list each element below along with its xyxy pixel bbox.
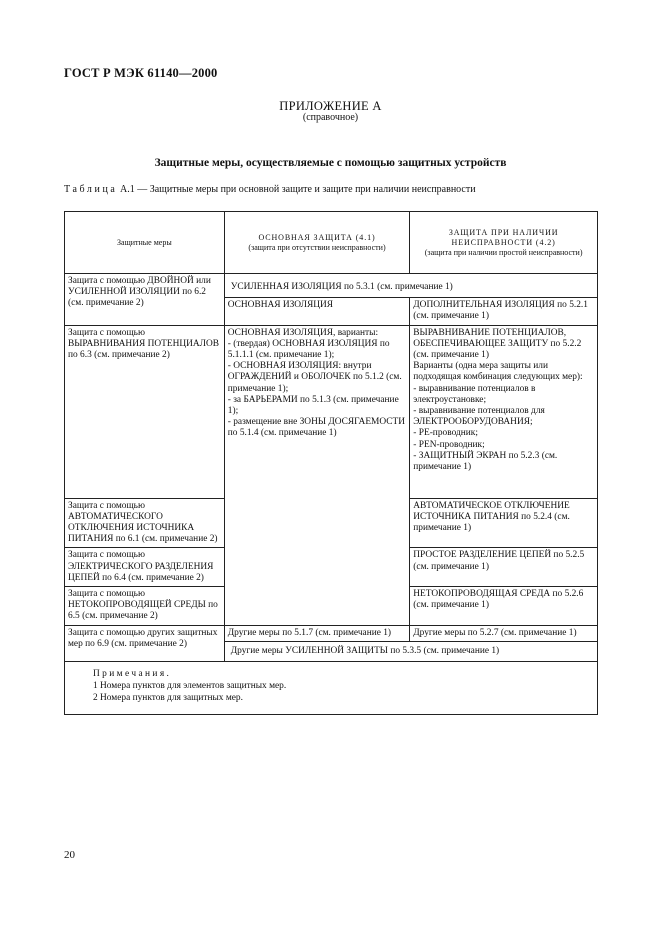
basic-line: - (твердая) ОСНОВНАЯ ИЗОЛЯЦИЯ по 5.1.1.1 (см. примечание 1); (227, 338, 390, 361)
fault-line: - PE-проводник; (413, 428, 478, 439)
table-caption-number: А.1 (119, 184, 135, 195)
table-header-row (65, 212, 598, 274)
header-fault-title: ЗАЩИТА ПРИ НАЛИЧИИ НЕИСПРАВНОСТИ (4.2) (448, 227, 559, 247)
fault-line: Варианты (одна мера защиты или подходящая комбинация следующих мер): (413, 361, 583, 383)
fault-line: - ЗАЩИТНЫЙ ЭКРАН по 5.2.3 (см. примечание 1) (413, 450, 558, 473)
basic-cell (224, 325, 410, 625)
measure-cell: Защита с помощью АВТОМАТИЧЕСКОГО ОТКЛЮЧЕНИЯ ИСТОЧНИКА ПИТАНИЯ по 6.1 (см. примечание 2) (65, 498, 225, 548)
measure-cell: Защита с помощью ДВОЙНОЙ или УСИЛЕННОЙ ИЗОЛЯЦИИ по 6.2 (см. примечание 2) (65, 274, 225, 326)
basic-line: - размещение вне ЗОНЫ ДОСЯГАЕМОСТИ по 5.1.4 (см. примечание 1) (227, 417, 406, 439)
appendix-title: ПРИЛОЖЕНИЕ А (279, 99, 382, 113)
section-title: Защитные меры, осуществляемые с помощью защитных устройств (154, 157, 507, 169)
fault-line: - выравнивание потенциалов в электроустановке; (413, 383, 536, 405)
fault-cell: ДОПОЛНИТЕЛЬНАЯ ИЗОЛЯЦИЯ по 5.2.1 (см. примечание 1) (410, 298, 598, 325)
document-header: ГОСТ Р МЭК 61140—2000 (64, 66, 218, 80)
fault-line: - выравнивание потенциалов для ЭЛЕКТРООБОРУДОВАНИЯ; (413, 406, 545, 428)
fault-line: ВЫРАВНИВАНИЕ ПОТЕНЦИАЛОВ, ОБЕСПЕЧИВАЮЩЕЕ ЗАЩИТУ по 5.2.2 (см. примечание 1) (413, 327, 582, 361)
notes-cell (65, 662, 598, 715)
fault-cell: АВТОМАТИЧЕСКОЕ ОТКЛЮЧЕНИЕ ИСТОЧНИКА ПИТАНИЯ по 5.2.4 (см. примечание 1) (410, 498, 598, 548)
table-row (65, 274, 598, 298)
header-basic-title: ОСНОВНАЯ ЗАЩИТА (4.1) (258, 232, 376, 242)
notes-title: Примечания. (93, 669, 172, 680)
fault-cell: Другие меры по 5.2.7 (см. примечание 1) (410, 625, 598, 641)
span-cell: Другие меры УСИЛЕННОЙ ЗАЩИТЫ по 5.3.5 (см. примечание 1) (224, 641, 597, 661)
table-caption-text: — Защитные меры при основной защите и защите при наличии неисправности (137, 184, 476, 195)
measure-cell: Защита с помощью ЭЛЕКТРИЧЕСКОГО РАЗДЕЛЕНИЯ ЦЕПЕЙ по 6.4 (см. примечание 2) (65, 548, 225, 587)
basic-line: - ОСНОВНАЯ ИЗОЛЯЦИЯ: внутри ОГРАЖДЕНИЙ и ОБОЛОЧЕК по 5.1.2 (см. примечание 1); (227, 361, 402, 394)
fault-cell: ПРОСТОЕ РАЗДЕЛЕНИЕ ЦЕПЕЙ по 5.2.5 (см. примечание 1) (410, 548, 598, 587)
appendix-note: (справочное) (302, 112, 359, 123)
header-fault-sub: (защита при наличии простой неисправности) (424, 247, 583, 257)
measure-cell: Защита с помощью других защитных мер по 6.9 (см. примечание 2) (65, 625, 225, 661)
note-item: 1 Номера пунктов для элементов защитных мер. (93, 681, 287, 692)
notes-row (65, 662, 598, 715)
header-basic-sub: (защита при отсутствии неисправности) (248, 242, 386, 252)
table-caption-label: Таблица (64, 184, 118, 195)
table-row (65, 325, 598, 498)
basic-cell: ОСНОВНАЯ ИЗОЛЯЦИЯ (224, 298, 410, 325)
table-row (65, 625, 598, 641)
basic-line: ОСНОВНАЯ ИЗОЛЯЦИЯ, варианты: (227, 327, 379, 338)
measure-cell: Защита с помощью ВЫРАВНИВАНИЯ ПОТЕНЦИАЛОВ по 6.3 (см. примечание 2) (65, 325, 225, 498)
measure-cell: Защита с помощью НЕТОКОПРОВОДЯЩЕЙ СРЕДЫ по 6.5 (см. примечание 2) (65, 587, 225, 626)
header-cell-fault (410, 212, 598, 274)
span-cell: УСИЛЕННАЯ ИЗОЛЯЦИЯ по 5.3.1 (см. примечание 1) (224, 274, 597, 298)
fault-cell (410, 325, 598, 498)
protective-measures-table (64, 211, 598, 715)
basic-line: - за БАРЬЕРАМИ по 5.1.3 (см. примечание 1); (227, 394, 399, 417)
header-cell-measures: Защитные меры (65, 212, 225, 274)
table-caption (64, 184, 476, 195)
header-cell-basic (224, 212, 410, 274)
page-number: 20 (64, 849, 75, 861)
basic-cell: Другие меры по 5.1.7 (см. примечание 1) (224, 625, 410, 641)
note-item: 2 Номера пунктов для защитных мер. (93, 693, 243, 704)
fault-line: - PEN-проводник; (413, 439, 485, 450)
fault-cell: НЕТОКОПРОВОДЯЩАЯ СРЕДА по 5.2.6 (см. примечание 1) (410, 587, 598, 626)
